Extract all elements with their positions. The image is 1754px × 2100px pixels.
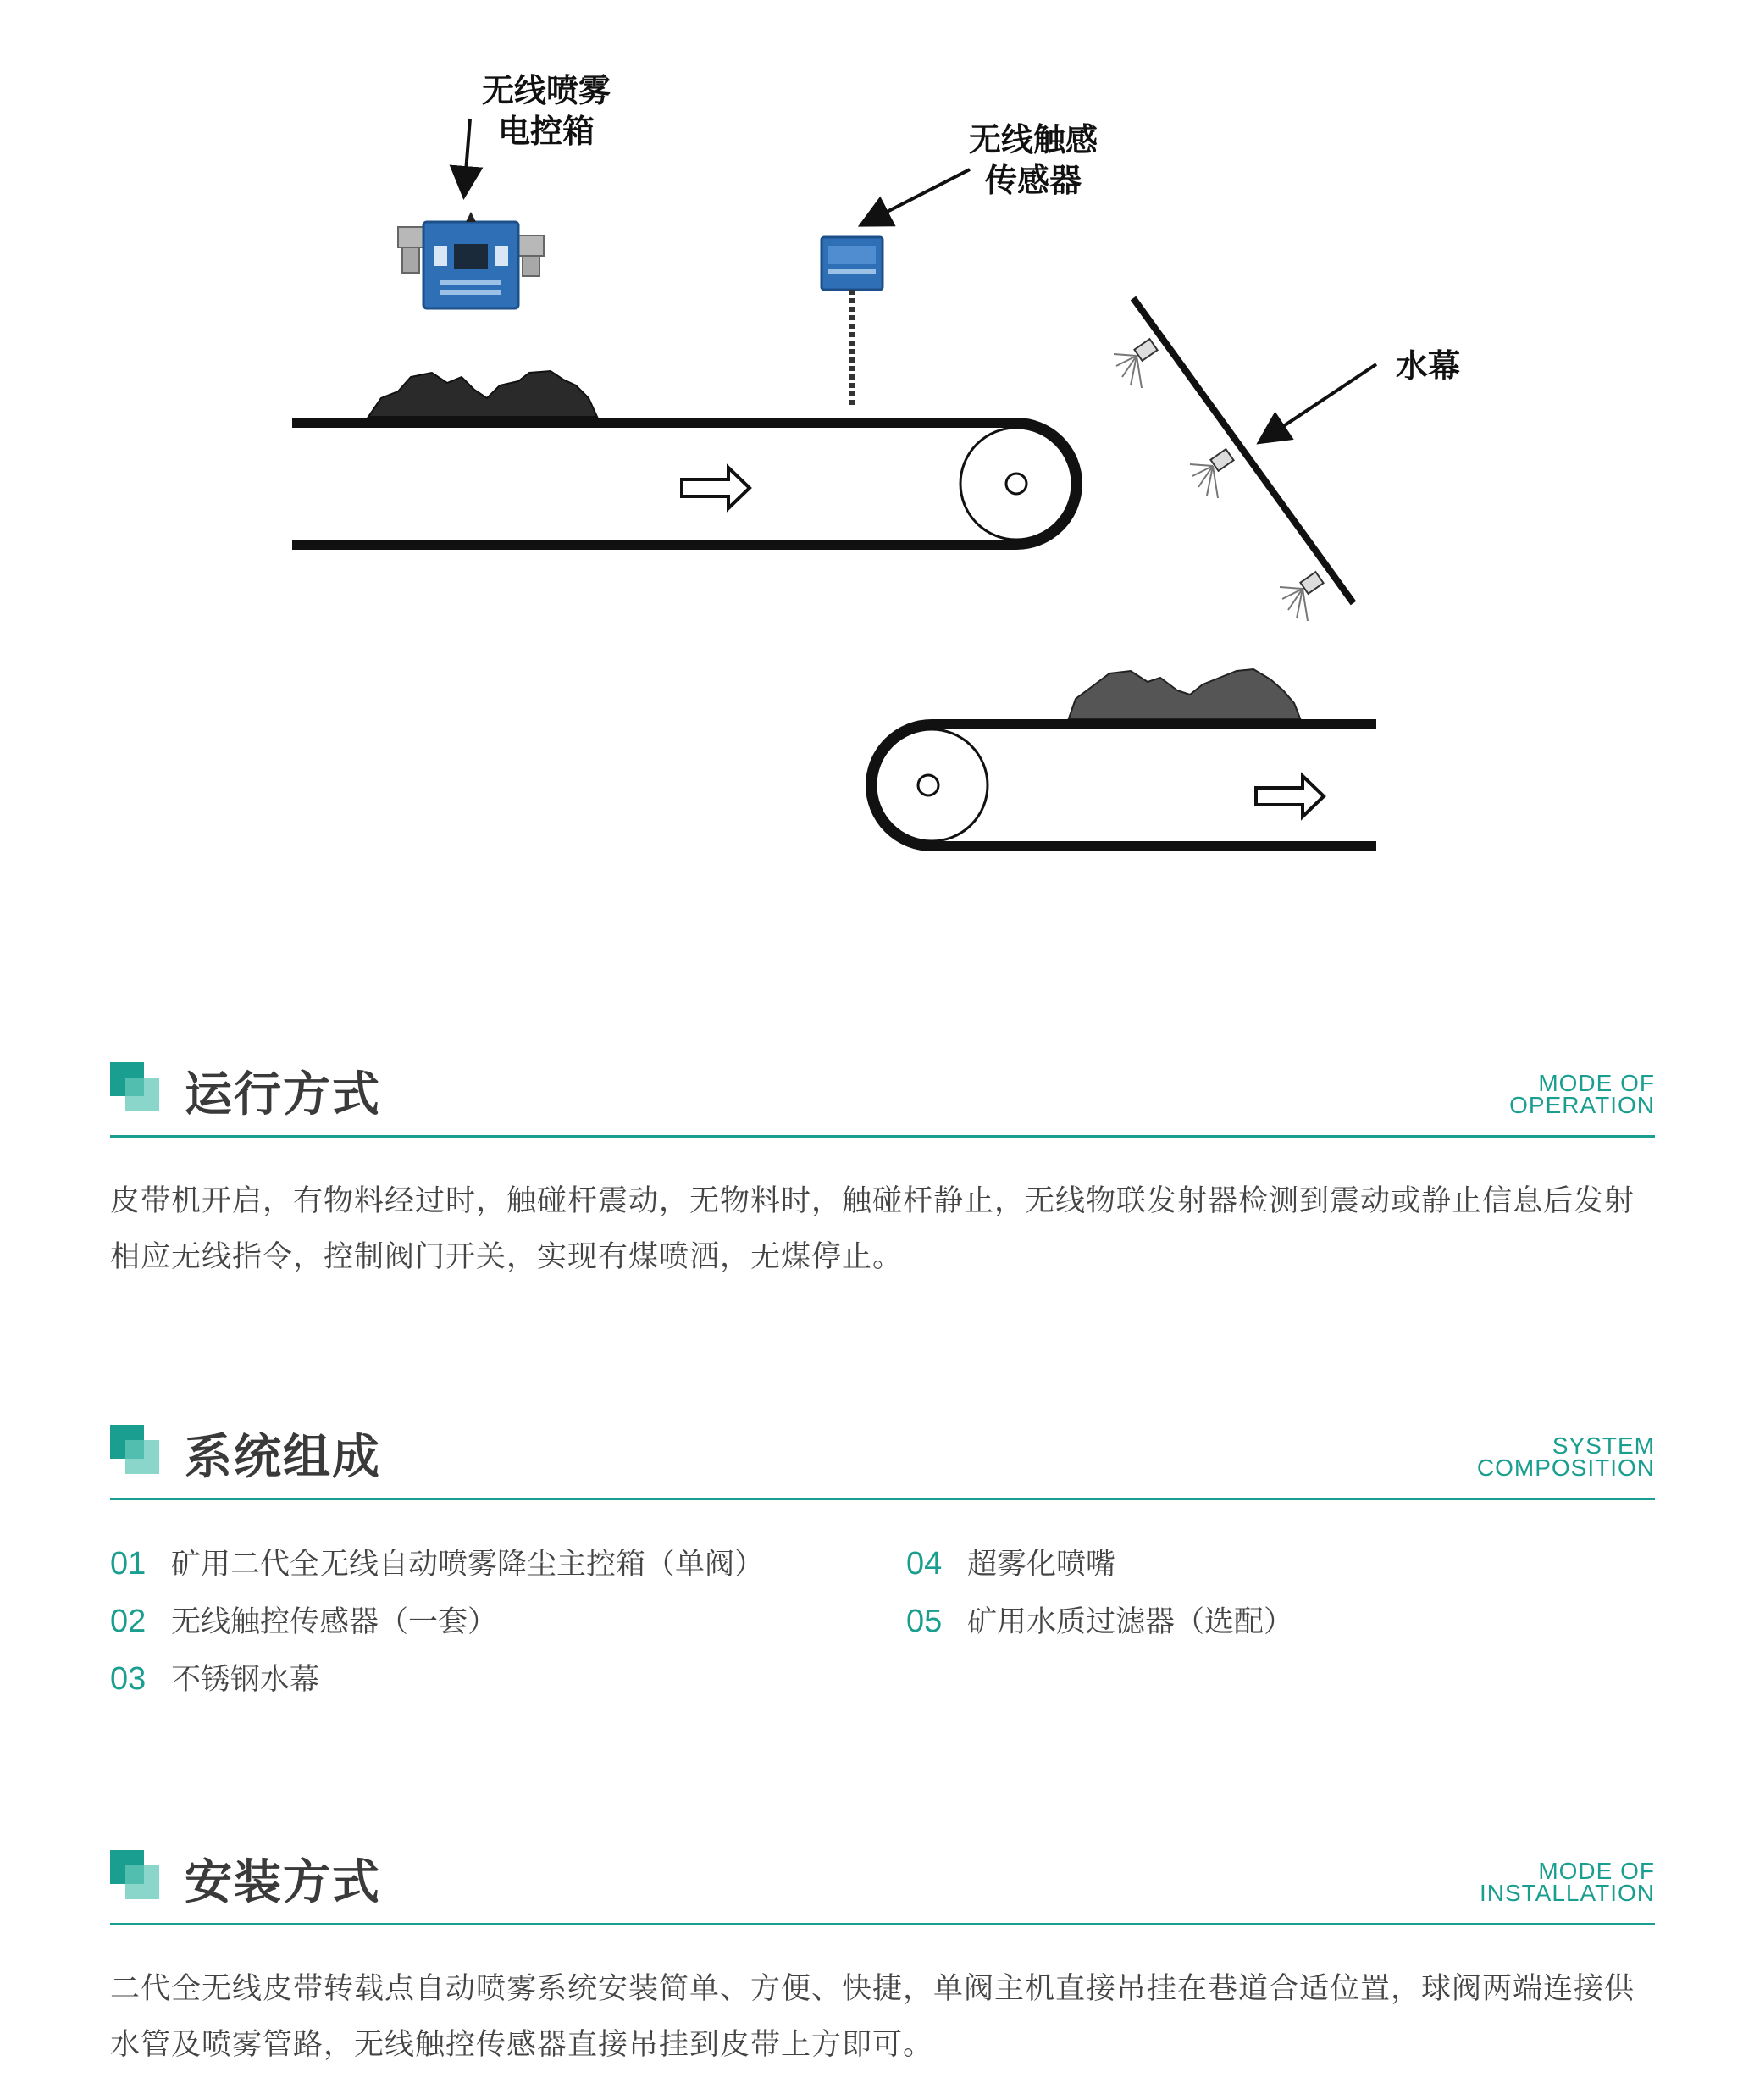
- spray-nozzle-1: [1114, 339, 1158, 388]
- list-item: 05 矿用水质过滤器（选配）: [906, 1604, 1294, 1639]
- section-title: 系统组成: [185, 1430, 381, 1485]
- section-installation: [110, 1830, 1655, 2073]
- section-title: 安装方式: [185, 1855, 381, 1910]
- water-curtain-label: 水幕: [1395, 347, 1461, 385]
- sensor-device: [822, 237, 883, 405]
- title-en-line1: MODE OF: [1538, 1070, 1655, 1096]
- lower-conveyor: [871, 724, 1376, 846]
- list-item: 02 无线触控传感器（一套）: [110, 1604, 498, 1639]
- control-box-label-line2: 电控箱: [497, 113, 595, 150]
- section-title-en: [1476, 1432, 1655, 1481]
- conveyor-spray-diagram: [0, 0, 1754, 932]
- control-box-device: [398, 212, 544, 308]
- section-header: [110, 1405, 1655, 1500]
- sensor-label-line2: 传感器: [984, 162, 1082, 199]
- list-item: 03 不锈钢水幕: [110, 1661, 320, 1697]
- section-operation: [110, 1042, 1655, 1285]
- lower-direction-arrow-icon: [1256, 776, 1324, 817]
- section-square-icon: [110, 1425, 159, 1474]
- water-curtain-device: [1114, 298, 1353, 621]
- coal-pile-upper: [368, 371, 597, 417]
- sensor-arrow: [864, 169, 970, 224]
- section-title-en: [1509, 1072, 1655, 1116]
- title-en-line1: SYSTEM: [1552, 1432, 1655, 1459]
- upper-conveyor: [292, 423, 1077, 545]
- list-item: 01 矿用二代全无线自动喷雾降尘主控箱（单阀）: [110, 1546, 765, 1582]
- section-square-icon: [110, 1850, 159, 1899]
- section-composition: [110, 1405, 1655, 1714]
- title-en-line2: INSTALLATION: [1479, 1880, 1655, 1906]
- section-title: 运行方式: [185, 1067, 381, 1122]
- section-header: [110, 1042, 1655, 1138]
- water-curtain-arrow: [1262, 364, 1376, 441]
- section-header: [110, 1830, 1655, 1925]
- spray-nozzle-2: [1190, 449, 1234, 498]
- coal-pile-lower: [1069, 669, 1300, 718]
- list-item: 04 超雾化喷嘴: [906, 1546, 1116, 1582]
- title-en-line1: MODE OF: [1538, 1858, 1655, 1884]
- section-body-text: 皮带机开启，有物料经过时，触碰杆震动，无物料时，触碰杆静止，无线物联发射器检测到震动或静止信息后发射相应无线指令，控制阀门开关，实现有煤喷洒，无煤停止。: [110, 1184, 1635, 1274]
- upper-direction-arrow-icon: [682, 468, 750, 508]
- section-body-text: 二代全无线皮带转载点自动喷雾系统安装简单、方便、快捷，单阀主机直接吊挂在巷道合适位置，球阀两端连接供水管及喷雾管路，无线触控传感器直接吊挂到皮带上方即可。: [110, 1972, 1635, 2062]
- section-square-icon: [110, 1062, 159, 1111]
- spray-nozzle-3: [1280, 572, 1324, 621]
- component-list: [110, 1536, 1655, 1714]
- section-title-en: [1480, 1860, 1655, 1904]
- control-box-arrow: [464, 119, 470, 193]
- control-box-label-line1: 无线喷雾: [481, 72, 611, 109]
- title-en-line2: OPERATION: [1509, 1092, 1655, 1118]
- title-en-line2: COMPOSITION: [1476, 1454, 1655, 1481]
- sensor-label-line1: 无线触感: [968, 121, 1098, 158]
